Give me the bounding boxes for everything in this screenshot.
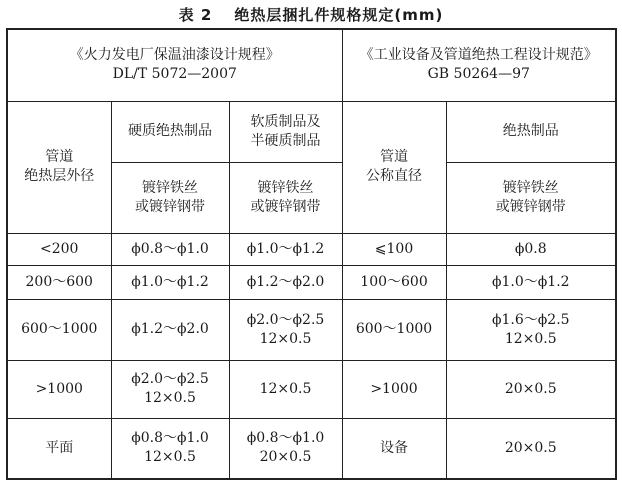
material-line-1: 镀锌铁丝 [257,179,314,196]
material-line-1: 镀锌铁丝 [502,179,559,196]
row-outer-diameter: 平面 [7,418,111,479]
standard-left-code: DL/T 5072—2007 [112,66,237,83]
row-hard [111,299,229,360]
header-left-material-1 [111,162,229,233]
table-caption: 绝热层捆扎件规格规定(mm) [234,6,444,24]
header-right-pipe-line-2: 公称直径 [366,168,423,184]
row-nominal: 设备 [342,418,446,479]
row-hard [111,233,229,265]
cell-line: ϕ1.2～ϕ2.0 [246,273,325,290]
standard-left [7,29,342,101]
cell-line: ϕ0.8～ϕ1.0 [131,240,209,257]
cell-line: ϕ1.0～ϕ1.2 [491,273,570,290]
material-line-2: 或镀锌钢带 [250,198,321,215]
material-line-1: 镀锌铁丝 [142,179,198,196]
row-nominal: >1000 [342,360,446,418]
header-insulation-products: 绝热制品 [446,101,616,162]
row-outer-diameter: <200 [7,233,111,265]
cell-line: 12×0.5 [259,330,312,347]
row-soft [229,360,342,418]
row-insulation [446,233,616,265]
standard-right [342,29,616,101]
row-hard [111,360,229,418]
header-soft-line-1: 软质制品及 [250,113,321,130]
standards-row [7,29,616,101]
header-right-pipe [342,101,446,233]
standard-right-code: GB 50264—97 [427,66,530,83]
row-insulation [446,299,616,360]
cell-line: ϕ0.8～ϕ1.0 [246,430,325,447]
cell-line: 12×0.5 [144,390,196,406]
header-left-material-2 [229,162,342,233]
row-outer-diameter: 600～1000 [7,299,111,360]
standard-left-name: 《火力发电厂保温油漆设计规程》 [69,47,280,64]
table-label: 表 2 [178,6,213,24]
row-soft [229,265,342,299]
material-line-2: 或镀锌钢带 [495,198,566,215]
cell-line: ϕ1.2～ϕ2.0 [131,321,209,337]
cell-line: ϕ2.0～ϕ2.5 [131,371,209,387]
row-soft [229,233,342,265]
cell-line: ϕ1.0～ϕ1.2 [246,240,325,257]
header-left-pipe [7,101,111,233]
cell-line: 12×0.5 [504,330,557,347]
cell-line: 12×0.5 [259,380,312,397]
row-insulation [446,418,616,479]
row-soft [229,299,342,360]
table-row [7,418,616,479]
header-left-pipe-line-2: 绝热层外径 [24,168,95,184]
header-soft-line-2: 半硬质制品 [250,132,321,149]
header-hard-products: 硬质绝热制品 [111,101,229,162]
row-outer-diameter: 200～600 [7,265,111,299]
standard-right-name: 《工业设备及管道绝热工程设计规范》 [359,47,598,64]
row-soft [229,418,342,479]
cell-line: 20×0.5 [259,449,312,466]
header-right-material [446,162,616,233]
material-line-2: 或镀锌钢带 [135,198,205,215]
row-insulation [446,360,616,418]
header-left-pipe-line-1: 管道 [45,149,74,165]
cell-line: ϕ2.0～ϕ2.5 [246,311,325,328]
cell-line: 12×0.5 [144,449,196,466]
row-insulation [446,265,616,299]
header-right-pipe-line-1: 管道 [380,149,409,165]
spec-table [6,28,617,480]
cell-line: ϕ0.8～ϕ1.0 [131,430,209,447]
table-row [7,265,616,299]
row-hard [111,418,229,479]
cell-line: ϕ1.6～ϕ2.5 [491,311,570,328]
row-outer-diameter: >1000 [7,360,111,418]
cell-line: 20×0.5 [504,380,557,397]
row-nominal: 100～600 [342,265,446,299]
header-row-1 [7,101,616,162]
row-hard [111,265,229,299]
table-row [7,299,616,360]
cell-line: ϕ0.8 [514,240,547,257]
header-soft-products [229,101,342,162]
row-nominal: 600～1000 [342,299,446,360]
cell-line: 20×0.5 [504,439,557,456]
table-title [0,4,622,25]
table-row [7,360,616,418]
row-nominal: ⩽100 [342,233,446,265]
table-row [7,233,616,265]
cell-line: ϕ1.0～ϕ1.2 [131,273,209,290]
